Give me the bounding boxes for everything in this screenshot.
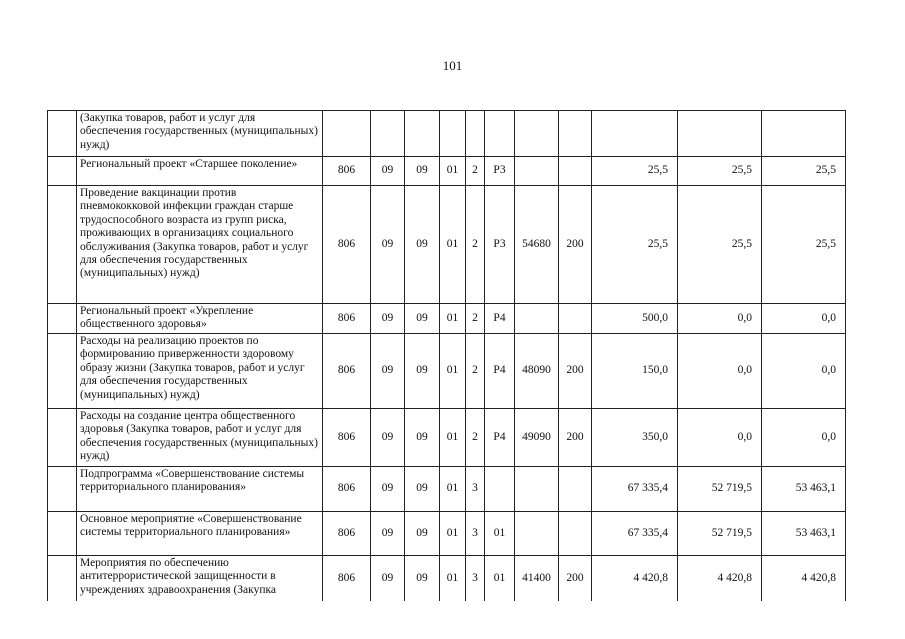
ved-cell: 806 <box>323 467 371 512</box>
program-code-cell: 01 <box>440 467 466 512</box>
expense-code-cell <box>515 467 559 512</box>
item-name-cell: Региональный проект «Старшее поколение» <box>77 157 323 186</box>
row-index-cell <box>48 512 77 556</box>
amount-year2-cell: 52 719,5 <box>678 467 762 512</box>
ved-cell: 806 <box>323 556 371 601</box>
amount-year1-cell <box>592 111 678 157</box>
project-code-cell: 01 <box>485 512 515 556</box>
program-code-cell: 01 <box>440 186 466 304</box>
amount-year1-cell: 4 420,8 <box>592 556 678 601</box>
subprogram-code-cell: 2 <box>466 409 485 467</box>
expense-type-cell <box>559 157 592 186</box>
table-row <box>48 157 846 186</box>
section-cell: 09 <box>371 304 405 334</box>
expense-type-cell <box>559 111 592 157</box>
row-index-cell <box>48 556 77 601</box>
amount-year2-cell: 52 719,5 <box>678 512 762 556</box>
expense-code-cell: 49090 <box>515 409 559 467</box>
budget-table <box>47 110 846 601</box>
subprogram-code-cell: 2 <box>466 186 485 304</box>
item-name-cell: (Закупка товаров, работ и услуг для обеспечения государственных (муниципальных) нужд) <box>77 111 323 157</box>
amount-year3-cell: 25,5 <box>762 157 846 186</box>
section-cell: 09 <box>371 186 405 304</box>
expense-type-cell: 200 <box>559 186 592 304</box>
subprogram-code-cell: 2 <box>466 157 485 186</box>
ved-cell <box>323 111 371 157</box>
item-name-cell: Подпрограмма «Совершенствование системы территориального планирования» <box>77 467 323 512</box>
expense-type-cell: 200 <box>559 409 592 467</box>
subsection-cell: 09 <box>405 512 440 556</box>
amount-year1-cell: 67 335,4 <box>592 512 678 556</box>
ved-cell: 806 <box>323 304 371 334</box>
subsection-cell: 09 <box>405 409 440 467</box>
expense-code-cell: 41400 <box>515 556 559 601</box>
amount-year2-cell: 0,0 <box>678 409 762 467</box>
expense-type-cell: 200 <box>559 334 592 409</box>
subsection-cell: 09 <box>405 304 440 334</box>
item-name-cell: Расходы на реализацию проектов по формированию приверженности здоровому образу жизни (Закупка товаров, работ и услуг для обеспечения государственных (муниципальных) нужд) <box>77 334 323 409</box>
program-code-cell: 01 <box>440 556 466 601</box>
item-name-cell: Мероприятия по обеспечению антитеррористической защищенности в учреждениях здравоохранения (Закупка <box>77 556 323 601</box>
amount-year1-cell: 25,5 <box>592 157 678 186</box>
section-cell: 09 <box>371 512 405 556</box>
program-code-cell: 01 <box>440 512 466 556</box>
program-code-cell: 01 <box>440 304 466 334</box>
item-name-cell: Основное мероприятие «Совершенствование системы территориального планирования» <box>77 512 323 556</box>
expense-type-cell <box>559 467 592 512</box>
ved-cell: 806 <box>323 512 371 556</box>
amount-year3-cell: 53 463,1 <box>762 512 846 556</box>
amount-year2-cell: 25,5 <box>678 157 762 186</box>
section-cell: 09 <box>371 334 405 409</box>
expense-code-cell: 48090 <box>515 334 559 409</box>
program-code-cell: 01 <box>440 334 466 409</box>
amount-year2-cell: 0,0 <box>678 334 762 409</box>
subsection-cell: 09 <box>405 334 440 409</box>
section-cell: 09 <box>371 556 405 601</box>
expense-code-cell: 54680 <box>515 186 559 304</box>
amount-year1-cell: 350,0 <box>592 409 678 467</box>
section-cell: 09 <box>371 157 405 186</box>
project-code-cell: P3 <box>485 186 515 304</box>
item-name-cell: Расходы на создание центра общественного здоровья (Закупка товаров, работ и услуг для обеспечения государственных (муниципальных) нужд) <box>77 409 323 467</box>
row-index-cell <box>48 157 77 186</box>
amount-year2-cell <box>678 111 762 157</box>
row-index-cell <box>48 111 77 157</box>
expense-code-cell <box>515 157 559 186</box>
amount-year3-cell: 25,5 <box>762 186 846 304</box>
amount-year3-cell <box>762 111 846 157</box>
subprogram-code-cell: 3 <box>466 467 485 512</box>
amount-year3-cell: 0,0 <box>762 409 846 467</box>
section-cell: 09 <box>371 467 405 512</box>
project-code-cell: P4 <box>485 409 515 467</box>
table-row <box>48 334 846 409</box>
item-name-cell: Проведение вакцинации против пневмококковой инфекции граждан старше трудоспособного возраста из групп риска, проживающих в организациях социального обслуживания (Закупка товаров, работ и услуг для обеспечения государственных (муниципальных) нужд) <box>77 186 323 304</box>
amount-year1-cell: 67 335,4 <box>592 467 678 512</box>
project-code-cell: 01 <box>485 556 515 601</box>
amount-year1-cell: 25,5 <box>592 186 678 304</box>
section-cell <box>371 111 405 157</box>
amount-year1-cell: 500,0 <box>592 304 678 334</box>
subsection-cell: 09 <box>405 467 440 512</box>
program-code-cell <box>440 111 466 157</box>
ved-cell: 806 <box>323 157 371 186</box>
ved-cell: 806 <box>323 186 371 304</box>
ved-cell: 806 <box>323 409 371 467</box>
subprogram-code-cell <box>466 111 485 157</box>
section-cell: 09 <box>371 409 405 467</box>
expense-type-cell <box>559 512 592 556</box>
amount-year3-cell: 0,0 <box>762 304 846 334</box>
item-name-cell: Региональный проект «Укрепление общественного здоровья» <box>77 304 323 334</box>
subprogram-code-cell: 3 <box>466 556 485 601</box>
expense-type-cell: 200 <box>559 556 592 601</box>
row-index-cell <box>48 304 77 334</box>
ved-cell: 806 <box>323 334 371 409</box>
subprogram-code-cell: 3 <box>466 512 485 556</box>
project-code-cell <box>485 111 515 157</box>
amount-year3-cell: 4 420,8 <box>762 556 846 601</box>
subsection-cell <box>405 111 440 157</box>
table-row <box>48 186 846 304</box>
amount-year3-cell: 53 463,1 <box>762 467 846 512</box>
amount-year3-cell: 0,0 <box>762 334 846 409</box>
subsection-cell: 09 <box>405 157 440 186</box>
project-code-cell: P3 <box>485 157 515 186</box>
amount-year2-cell: 25,5 <box>678 186 762 304</box>
table-row <box>48 556 846 601</box>
row-index-cell <box>48 467 77 512</box>
project-code-cell: P4 <box>485 334 515 409</box>
subprogram-code-cell: 2 <box>466 304 485 334</box>
subsection-cell: 09 <box>405 556 440 601</box>
page-number: 101 <box>442 58 463 73</box>
table-row <box>48 111 846 157</box>
amount-year1-cell: 150,0 <box>592 334 678 409</box>
subprogram-code-cell: 2 <box>466 334 485 409</box>
row-index-cell <box>48 186 77 304</box>
row-index-cell <box>48 334 77 409</box>
amount-year2-cell: 0,0 <box>678 304 762 334</box>
project-code-cell <box>485 467 515 512</box>
table-row <box>48 304 846 334</box>
expense-code-cell <box>515 304 559 334</box>
program-code-cell: 01 <box>440 409 466 467</box>
program-code-cell: 01 <box>440 157 466 186</box>
row-index-cell <box>48 409 77 467</box>
table-row <box>48 512 846 556</box>
subsection-cell: 09 <box>405 186 440 304</box>
amount-year2-cell: 4 420,8 <box>678 556 762 601</box>
expense-code-cell <box>515 111 559 157</box>
project-code-cell: P4 <box>485 304 515 334</box>
expense-type-cell <box>559 304 592 334</box>
table-row <box>48 409 846 467</box>
expense-code-cell <box>515 512 559 556</box>
table-row <box>48 467 846 512</box>
